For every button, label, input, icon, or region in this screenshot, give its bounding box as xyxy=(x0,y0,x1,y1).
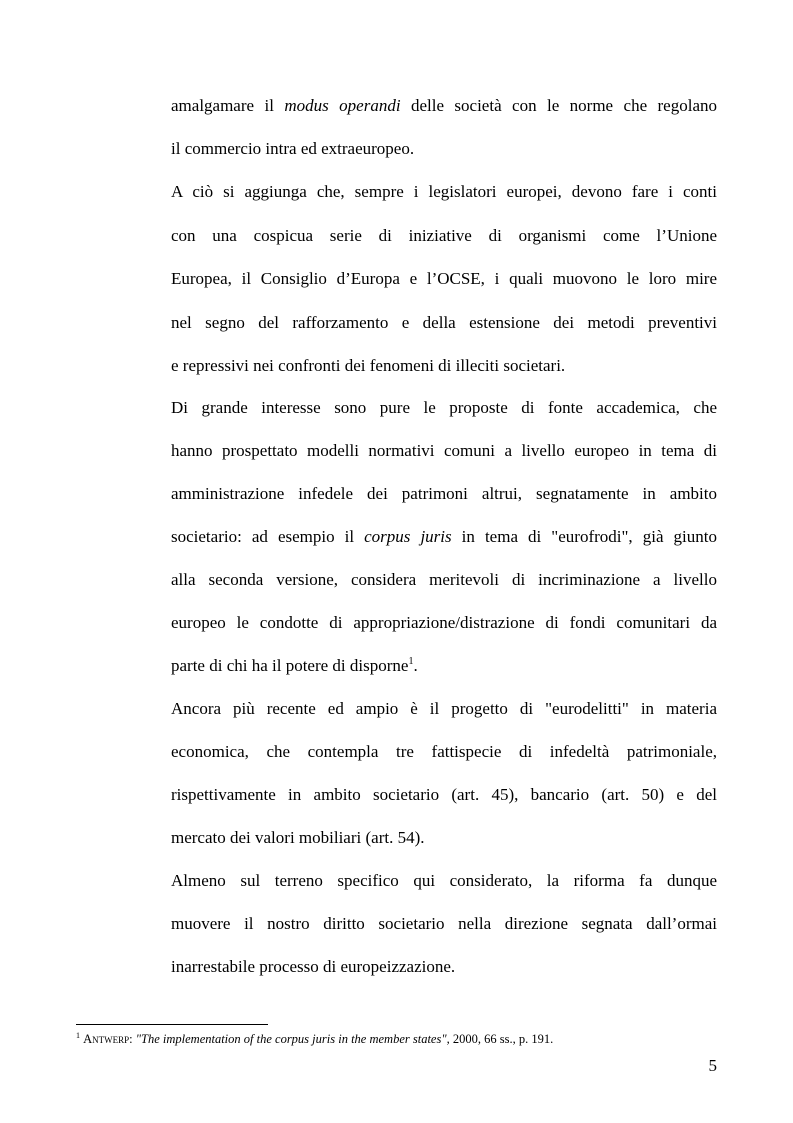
text-run: con una cospicua serie di iniziative di organismi come l’Unione xyxy=(171,226,717,245)
body-line-21 xyxy=(171,957,717,977)
text-run: mercato dei valori mobiliari (art. 54). xyxy=(171,828,425,847)
text-run: societario: ad esempio il xyxy=(171,527,365,546)
footnote-author: Antwerp xyxy=(83,1032,130,1046)
text-run: delle società con le norme che regolano xyxy=(400,96,718,115)
italic-term: corpus juris xyxy=(364,527,452,546)
text-run: alla seconda versione, considera meritevoli di incriminazione a livello xyxy=(171,570,717,589)
body-line-18 xyxy=(171,828,717,848)
footnote xyxy=(76,1031,553,1047)
body-line-14 xyxy=(171,656,717,676)
body-line-19 xyxy=(171,871,717,891)
text-run: Ancora più recente ed ampio è il progetto di "eurodelitti" in materia xyxy=(171,699,717,718)
italic-term: modus operandi xyxy=(284,96,401,115)
body-line-8 xyxy=(171,398,717,418)
body-line-16 xyxy=(171,742,717,762)
text-run: inarrestabile processo di europeizzazione. xyxy=(171,957,456,976)
text-run: in tema di "eurofrodi", già giunto xyxy=(451,527,717,546)
body-line-9 xyxy=(171,441,717,461)
text-run: hanno prospettato modelli normativi comuni a livello europeo in tema di xyxy=(171,441,717,460)
body-line-20 xyxy=(171,914,717,934)
text-run: nel segno del rafforzamento e della estensione dei metodi preventivi xyxy=(171,313,717,332)
text-run: economica, che contempla tre fattispecie di infedeltà patrimoniale, xyxy=(171,742,717,761)
body-line-10 xyxy=(171,484,717,504)
footnote-colon: : xyxy=(129,1032,136,1046)
body-line-15 xyxy=(171,699,717,719)
text-run: amalgamare il xyxy=(171,96,285,115)
footnote-citation: 2000, 66 ss., p. 191. xyxy=(449,1032,554,1046)
body-line-11 xyxy=(171,527,717,547)
text-run: muovere il nostro diritto societario nella direzione segnata dall’ormai xyxy=(171,914,717,933)
body-line-1 xyxy=(171,96,717,116)
page-number: 5 xyxy=(708,1056,717,1075)
footnote-separator xyxy=(76,1024,268,1025)
text-run: Almeno sul terreno specifico qui considerato, la riforma fa dunque xyxy=(171,871,717,890)
footnote-title: "The implementation of the corpus juris in the member states", xyxy=(135,1032,450,1046)
body-line-7 xyxy=(171,356,717,376)
text-run: Di grande interesse sono pure le proposte di fonte accademica, che xyxy=(171,398,717,417)
footnote-reference: 1 xyxy=(408,656,414,667)
body-line-4 xyxy=(171,226,717,246)
text-run: il commercio intra ed extraeuropeo. xyxy=(171,139,415,158)
text-run: amministrazione infedele dei patrimoni altrui, segnatamente in ambito xyxy=(171,484,717,503)
body-line-3 xyxy=(171,182,717,202)
body-line-12 xyxy=(171,570,717,590)
text-run: europeo le condotte di appropriazione/distrazione di fondi comunitari da xyxy=(171,613,717,632)
text-run: A ciò si aggiunga che, sempre i legislatori europei, devono fare i conti xyxy=(171,182,717,201)
text-run: parte di chi ha il potere di disporne xyxy=(171,656,409,675)
body-line-2 xyxy=(171,139,717,159)
body-line-13 xyxy=(171,613,717,633)
text-run: rispettivamente in ambito societario (art. 45), bancario (art. 50) e del xyxy=(171,785,717,804)
text-run: . xyxy=(413,656,418,675)
footnote-marker: 1 xyxy=(76,1031,80,1040)
body-line-6 xyxy=(171,313,717,333)
body-line-17 xyxy=(171,785,717,805)
text-run: Europea, il Consiglio d’Europa e l’OCSE, i quali muovono le loro mire xyxy=(171,269,717,288)
text-run: e repressivi nei confronti dei fenomeni di illeciti societari. xyxy=(171,356,566,375)
body-line-5 xyxy=(171,269,717,289)
